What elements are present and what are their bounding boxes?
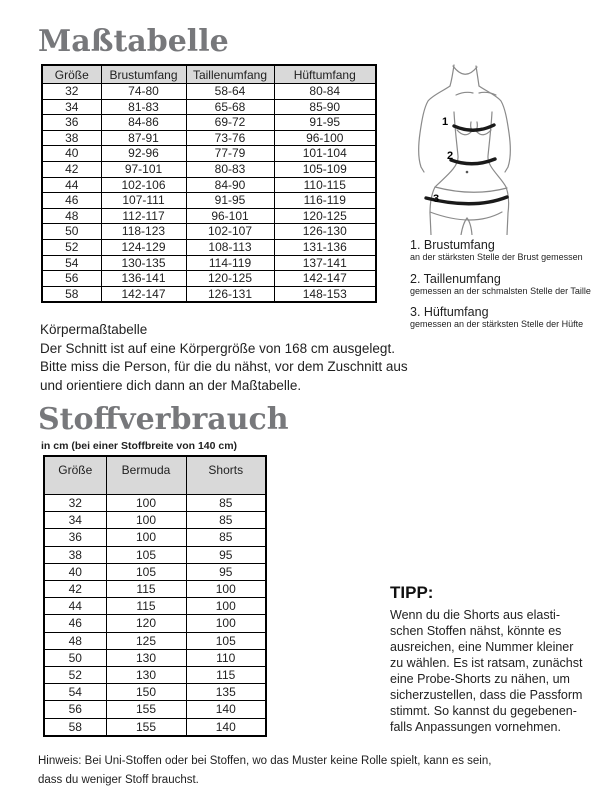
table-cell: 114-119 xyxy=(186,255,274,271)
table-row xyxy=(42,130,376,146)
table-cell: 85 xyxy=(186,529,266,546)
legend-title: 3. Hüftumfang xyxy=(410,305,489,319)
table-cell: 120-125 xyxy=(186,271,274,287)
table-cell: 36 xyxy=(44,529,106,546)
table-row xyxy=(42,239,376,255)
stoffverbrauch-body xyxy=(44,495,266,736)
legend-item-bust xyxy=(410,238,600,263)
table-cell: 85-90 xyxy=(274,99,376,115)
column-header: Größe xyxy=(42,65,101,84)
table-cell: 34 xyxy=(44,512,106,529)
table-cell: 110 xyxy=(186,649,266,666)
table-row xyxy=(42,208,376,224)
table-row xyxy=(44,598,266,615)
table-cell: 44 xyxy=(42,177,101,193)
table-cell: 52 xyxy=(42,239,101,255)
masstabelle-table xyxy=(41,64,377,303)
table-row xyxy=(44,512,266,529)
table-row xyxy=(44,701,266,718)
table-cell: 40 xyxy=(44,563,106,580)
table-row xyxy=(42,271,376,287)
table-cell: 58 xyxy=(42,286,101,302)
tipp-section xyxy=(390,583,602,735)
table-cell: 58-64 xyxy=(186,84,274,100)
table-cell: 105 xyxy=(106,546,186,563)
table-cell: 100 xyxy=(106,495,186,512)
table-cell: 42 xyxy=(42,161,101,177)
table-cell: 118-123 xyxy=(101,224,186,240)
table-cell: 84-90 xyxy=(186,177,274,193)
table-cell: 58 xyxy=(44,718,106,736)
table-cell: 115 xyxy=(186,667,266,684)
navel-dot xyxy=(466,171,469,174)
table-cell: 80-83 xyxy=(186,161,274,177)
legend-item-waist xyxy=(410,272,600,297)
band-label-2: 2 xyxy=(447,150,454,162)
table-row xyxy=(44,632,266,649)
column-header: Größe xyxy=(44,456,106,495)
table-cell: 42 xyxy=(44,581,106,598)
table-row xyxy=(44,684,266,701)
bust-band xyxy=(454,125,494,130)
masstabelle-table-container xyxy=(41,64,377,303)
table-row xyxy=(42,99,376,115)
table-cell: 84-86 xyxy=(101,115,186,131)
table-cell: 48 xyxy=(44,632,106,649)
table-row xyxy=(42,115,376,131)
body-measurement-diagram xyxy=(405,55,605,235)
table-cell: 92-96 xyxy=(101,146,186,162)
table-cell: 124-129 xyxy=(101,239,186,255)
table-cell: 95 xyxy=(186,563,266,580)
legend-title: 2. Taillenumfang xyxy=(410,271,501,286)
table-row xyxy=(44,667,266,684)
table-cell: 54 xyxy=(42,255,101,271)
table-cell: 54 xyxy=(44,684,106,701)
table-cell: 44 xyxy=(44,598,106,615)
table-cell: 46 xyxy=(42,193,101,209)
table-cell: 148-153 xyxy=(274,286,376,302)
table-cell: 38 xyxy=(42,130,101,146)
table-cell: 115 xyxy=(106,581,186,598)
footer-note: Hinweis: Bei Uni-Stoffen oder bei Stoffen, wo das Muster keine Rolle spielt, kann es sein, dass du weniger Stoff brauchst. xyxy=(38,755,492,786)
table-cell: 130 xyxy=(106,667,186,684)
table-cell: 48 xyxy=(42,208,101,224)
stoffverbrauch-table-container xyxy=(43,455,267,737)
table-row xyxy=(42,161,376,177)
legend-title: 1. Brustumfang xyxy=(410,238,495,252)
table-row xyxy=(44,649,266,666)
stoffverbrauch-title: Stoffverbrauch xyxy=(38,402,289,437)
table-cell: 81-83 xyxy=(101,99,186,115)
table-cell: 38 xyxy=(44,546,106,563)
table-row xyxy=(44,563,266,580)
table-cell: 91-95 xyxy=(274,115,376,131)
table-cell: 105 xyxy=(186,632,266,649)
table-cell: 46 xyxy=(44,615,106,632)
koerpermass-heading: Körpermaßtabelle xyxy=(40,322,148,337)
table-cell: 140 xyxy=(186,701,266,718)
table-cell: 142-147 xyxy=(274,271,376,287)
masstabelle-title: Maßtabelle xyxy=(38,24,229,59)
table-cell: 136-141 xyxy=(101,271,186,287)
table-cell: 115 xyxy=(106,598,186,615)
table-cell: 131-136 xyxy=(274,239,376,255)
table-cell: 112-117 xyxy=(101,208,186,224)
table-cell: 87-91 xyxy=(101,130,186,146)
table-cell: 100 xyxy=(186,598,266,615)
table-cell: 56 xyxy=(44,701,106,718)
table-row xyxy=(44,495,266,512)
table-cell: 130 xyxy=(106,649,186,666)
table-row xyxy=(42,255,376,271)
legend-desc: gemessen an der stärksten Stelle der Hüfte xyxy=(410,319,584,329)
table-row xyxy=(42,224,376,240)
table-cell: 116-119 xyxy=(274,193,376,209)
table-cell: 120 xyxy=(106,615,186,632)
table-cell: 52 xyxy=(44,667,106,684)
table-row xyxy=(44,718,266,736)
table-row xyxy=(44,615,266,632)
table-cell: 125 xyxy=(106,632,186,649)
table-cell: 100 xyxy=(186,615,266,632)
legend-item-hip xyxy=(410,305,600,330)
table-cell: 96-101 xyxy=(186,208,274,224)
measurement-legend xyxy=(410,238,600,339)
table-cell: 126-130 xyxy=(274,224,376,240)
table-cell: 85 xyxy=(186,495,266,512)
table-row xyxy=(42,146,376,162)
table-cell: 102-106 xyxy=(101,177,186,193)
koerpermass-paragraph xyxy=(40,321,408,395)
table-cell: 142-147 xyxy=(101,286,186,302)
band-label-3: 3 xyxy=(433,193,440,205)
table-cell: 101-104 xyxy=(274,146,376,162)
koerpermass-text: Der Schnitt ist auf eine Körpergröße von 168 cm ausgelegt. Bitte miss die Person, für die du nähst, vor dem Zuschnitt aus und orientiere dich dann an der Maßtabelle. xyxy=(40,340,408,393)
table-cell: 140 xyxy=(186,718,266,736)
table-cell: 74-80 xyxy=(101,84,186,100)
column-header: Bermuda xyxy=(106,456,186,495)
legend-desc: gemessen an der schmalsten Stelle der Taille xyxy=(410,285,591,296)
column-header: Brustumfang xyxy=(101,65,186,84)
table-cell: 150 xyxy=(106,684,186,701)
table-cell: 100 xyxy=(186,581,266,598)
table-cell: 36 xyxy=(42,115,101,131)
table-row xyxy=(42,84,376,100)
column-header: Hüftumfang xyxy=(274,65,376,84)
column-header: Shorts xyxy=(186,456,266,495)
table-cell: 50 xyxy=(42,224,101,240)
table-cell: 126-131 xyxy=(186,286,274,302)
table-row xyxy=(42,193,376,209)
table-cell: 91-95 xyxy=(186,193,274,209)
table-cell: 95 xyxy=(186,546,266,563)
table-cell: 105-109 xyxy=(274,161,376,177)
table-cell: 100 xyxy=(106,512,186,529)
table-cell: 85 xyxy=(186,512,266,529)
table-cell: 96-100 xyxy=(274,130,376,146)
table-row xyxy=(42,286,376,302)
band-label-1: 1 xyxy=(442,116,449,128)
column-header: Taillenumfang xyxy=(186,65,274,84)
stoffverbrauch-header-row xyxy=(44,456,266,495)
table-row xyxy=(42,177,376,193)
table-row xyxy=(44,529,266,546)
table-row xyxy=(44,581,266,598)
table-cell: 80-84 xyxy=(274,84,376,100)
table-cell: 130-135 xyxy=(101,255,186,271)
masstabelle-header-row xyxy=(42,65,376,84)
table-row xyxy=(44,546,266,563)
table-cell: 155 xyxy=(106,701,186,718)
table-cell: 108-113 xyxy=(186,239,274,255)
masstabelle-body xyxy=(42,84,376,303)
table-cell: 73-76 xyxy=(186,130,274,146)
table-cell: 34 xyxy=(42,99,101,115)
tipp-text: Wenn du die Shorts aus elasti- schen Stoffen nähst, könnte es ausreichen, eine Nummer kleiner zu wählen. Es ist ratsam, zunächst eine Probe-Shorts zu nähen, um sicherzustellen, dass die Passform stimmt. So kannst du gegebenen- falls Anpassungen vornehmen. xyxy=(390,608,583,734)
table-cell: 100 xyxy=(106,529,186,546)
table-cell: 50 xyxy=(44,649,106,666)
table-cell: 155 xyxy=(106,718,186,736)
table-cell: 32 xyxy=(42,84,101,100)
table-cell: 137-141 xyxy=(274,255,376,271)
table-cell: 65-68 xyxy=(186,99,274,115)
table-cell: 102-107 xyxy=(186,224,274,240)
stoffverbrauch-subtitle: in cm (bei einer Stoffbreite von 140 cm) xyxy=(41,440,238,452)
table-cell: 32 xyxy=(44,495,106,512)
table-cell: 56 xyxy=(42,271,101,287)
table-cell: 97-101 xyxy=(101,161,186,177)
table-cell: 135 xyxy=(186,684,266,701)
table-cell: 77-79 xyxy=(186,146,274,162)
table-cell: 40 xyxy=(42,146,101,162)
stoffverbrauch-table xyxy=(43,455,267,737)
table-cell: 120-125 xyxy=(274,208,376,224)
table-cell: 110-115 xyxy=(274,177,376,193)
table-cell: 107-111 xyxy=(101,193,186,209)
tipp-heading: TIPP: xyxy=(390,583,434,602)
table-cell: 69-72 xyxy=(186,115,274,131)
legend-desc: an der stärksten Stelle der Brust gemessen xyxy=(410,252,583,262)
table-cell: 105 xyxy=(106,563,186,580)
